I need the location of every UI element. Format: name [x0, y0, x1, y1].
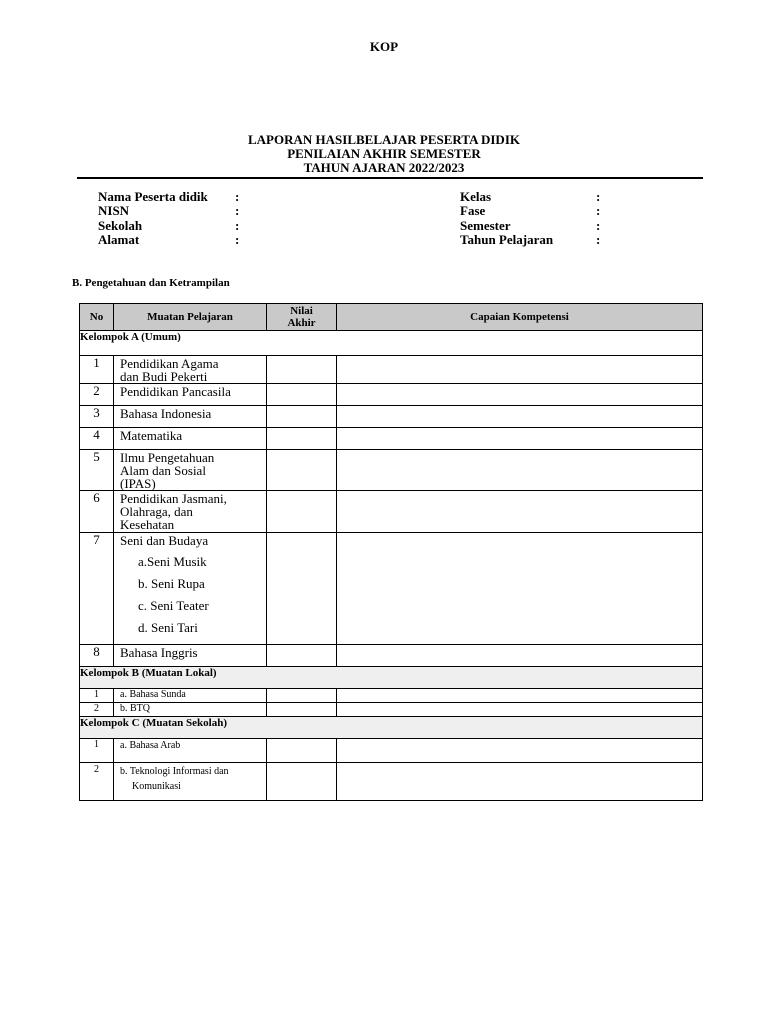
table-row [80, 533, 703, 645]
row-no: 2 [80, 384, 114, 406]
row-subject [114, 406, 267, 428]
nilai-cell[interactable] [267, 356, 337, 384]
header-capaian: Capaian Kompetensi [337, 304, 703, 331]
nilai-cell[interactable] [267, 450, 337, 491]
capaian-cell[interactable] [337, 739, 703, 763]
info-label: NISN [98, 203, 130, 219]
nilai-cell[interactable] [267, 491, 337, 533]
row-subject [114, 384, 267, 406]
capaian-cell[interactable] [337, 645, 703, 667]
table-header-row [80, 304, 703, 331]
row-subject [114, 428, 267, 450]
nilai-cell[interactable] [267, 689, 337, 703]
capaian-cell[interactable] [337, 428, 703, 450]
info-separator: : [596, 203, 601, 219]
info-row-alamat [98, 233, 239, 247]
sub-subject: a.Seni Musik [138, 554, 207, 569]
info-row-tahun-pelajaran [460, 233, 600, 247]
header-nilai-akhir [267, 304, 337, 331]
sub-subject: c. Seni Teater [138, 598, 209, 613]
group-b-title: Kelompok B (Muatan Lokal) [80, 667, 703, 689]
capaian-cell[interactable] [337, 533, 703, 645]
subject-line: Seni dan Budaya [120, 533, 209, 548]
capaian-cell[interactable] [337, 356, 703, 384]
nilai-cell[interactable] [267, 645, 337, 667]
capaian-cell[interactable] [337, 406, 703, 428]
info-row-nama [98, 190, 239, 204]
group-c-title: Kelompok C (Muatan Sekolah) [80, 717, 703, 739]
info-separator: : [235, 231, 240, 247]
subject-line: Pendidikan Jasmani, [120, 491, 227, 506]
row-no: 1 [80, 356, 114, 384]
group-b-row [80, 667, 703, 689]
info-label: Sekolah [98, 217, 143, 233]
info-separator: : [235, 203, 240, 219]
table-row [80, 428, 703, 450]
capaian-cell[interactable] [337, 450, 703, 491]
subject-line: Olahraga, dan [120, 504, 193, 519]
row-subject [114, 763, 267, 801]
info-label: Semester [460, 217, 511, 233]
student-info-right [460, 190, 600, 247]
row-no: 8 [80, 645, 114, 667]
info-label: Nama Peserta didik [98, 189, 208, 204]
sub-subject: b. Seni Rupa [138, 576, 205, 591]
sub-subject: d. Seni Tari [138, 620, 198, 635]
row-subject [114, 491, 267, 533]
nilai-cell[interactable] [267, 739, 337, 763]
title-divider [77, 177, 703, 179]
capaian-cell[interactable] [337, 384, 703, 406]
subject-line: Kesehatan [120, 517, 175, 532]
row-no: 4 [80, 428, 114, 450]
info-label: Tahun Pelajaran [460, 231, 554, 247]
subject-line: Bahasa Indonesia [120, 406, 212, 421]
nilai-cell[interactable] [267, 384, 337, 406]
subject-line: b. Teknologi Informasi dan [120, 766, 229, 777]
grades-table [79, 303, 703, 801]
nilai-cell[interactable] [267, 406, 337, 428]
table-row [80, 406, 703, 428]
row-no: 7 [80, 533, 114, 645]
table-row [80, 356, 703, 384]
row-subject: a. Bahasa Sunda [114, 689, 267, 703]
row-no: 2 [80, 763, 114, 801]
table-row [80, 645, 703, 667]
row-no: 5 [80, 450, 114, 491]
row-subject: a. Bahasa Arab [114, 739, 267, 763]
row-subject: b. BTQ [114, 703, 267, 717]
info-row-fase [460, 204, 600, 218]
nilai-cell[interactable] [267, 763, 337, 801]
info-separator: : [235, 189, 240, 204]
capaian-cell[interactable] [337, 491, 703, 533]
info-separator: : [596, 217, 601, 233]
nilai-cell[interactable] [267, 533, 337, 645]
header-no: No [80, 304, 114, 331]
info-row-kelas [460, 190, 600, 204]
capaian-cell[interactable] [337, 689, 703, 703]
subject-line: Pendidikan Pancasila [120, 384, 231, 399]
info-label: Kelas [460, 189, 492, 204]
section-heading: B. Pengetahuan dan Ketrampilan [72, 277, 230, 289]
table-row [80, 703, 703, 717]
title-line-2: PENILAIAN AKHIR SEMESTER [287, 146, 481, 161]
subject-line: Bahasa Inggris [120, 645, 198, 660]
header-nilai-line1: Nilai [290, 305, 313, 317]
info-label: Fase [460, 203, 486, 219]
info-row-semester [460, 219, 600, 233]
info-row-sekolah [98, 219, 239, 233]
info-label: Alamat [98, 231, 140, 247]
table-row [80, 689, 703, 703]
student-info-left [98, 190, 239, 247]
table-row [80, 491, 703, 533]
nilai-cell[interactable] [267, 428, 337, 450]
table-row [80, 739, 703, 763]
subject-line: Ilmu Pengetahuan [120, 450, 215, 465]
group-a-row [80, 331, 703, 356]
row-no: 6 [80, 491, 114, 533]
info-row-nisn [98, 204, 239, 218]
row-no: 2 [80, 703, 114, 717]
table-row [80, 763, 703, 801]
subject-line: dan Budi Pekerti [120, 369, 208, 384]
table-row [80, 450, 703, 491]
capaian-cell[interactable] [337, 703, 703, 717]
info-separator: : [235, 217, 240, 233]
kop-placeholder: KOP [369, 39, 399, 54]
table-row [80, 384, 703, 406]
row-subject [114, 645, 267, 667]
header-muatan: Muatan Pelajaran [114, 304, 267, 331]
subject-line: (IPAS) [120, 476, 156, 491]
subject-line: Matematika [120, 428, 183, 443]
row-no: 1 [80, 739, 114, 763]
subject-line: Pendidikan Agama [120, 356, 219, 371]
group-a-title: Kelompok A (Umum) [80, 331, 703, 356]
subject-line: Alam dan Sosial [120, 463, 206, 478]
title-line-3: TAHUN AJARAN 2022/2023 [303, 160, 465, 175]
row-subject [114, 533, 267, 645]
info-separator: : [596, 231, 601, 247]
info-separator: : [596, 189, 601, 204]
report-title [0, 133, 768, 175]
row-no: 3 [80, 406, 114, 428]
subject-line: Komunikasi [132, 781, 181, 792]
row-subject [114, 450, 267, 491]
row-no: 1 [80, 689, 114, 703]
title-line-1: LAPORAN HASILBELAJAR PESERTA DIDIK [248, 132, 520, 147]
capaian-cell[interactable] [337, 763, 703, 801]
group-c-row [80, 717, 703, 739]
header-nilai-line2: Akhir [287, 317, 316, 329]
nilai-cell[interactable] [267, 703, 337, 717]
row-subject [114, 356, 267, 384]
